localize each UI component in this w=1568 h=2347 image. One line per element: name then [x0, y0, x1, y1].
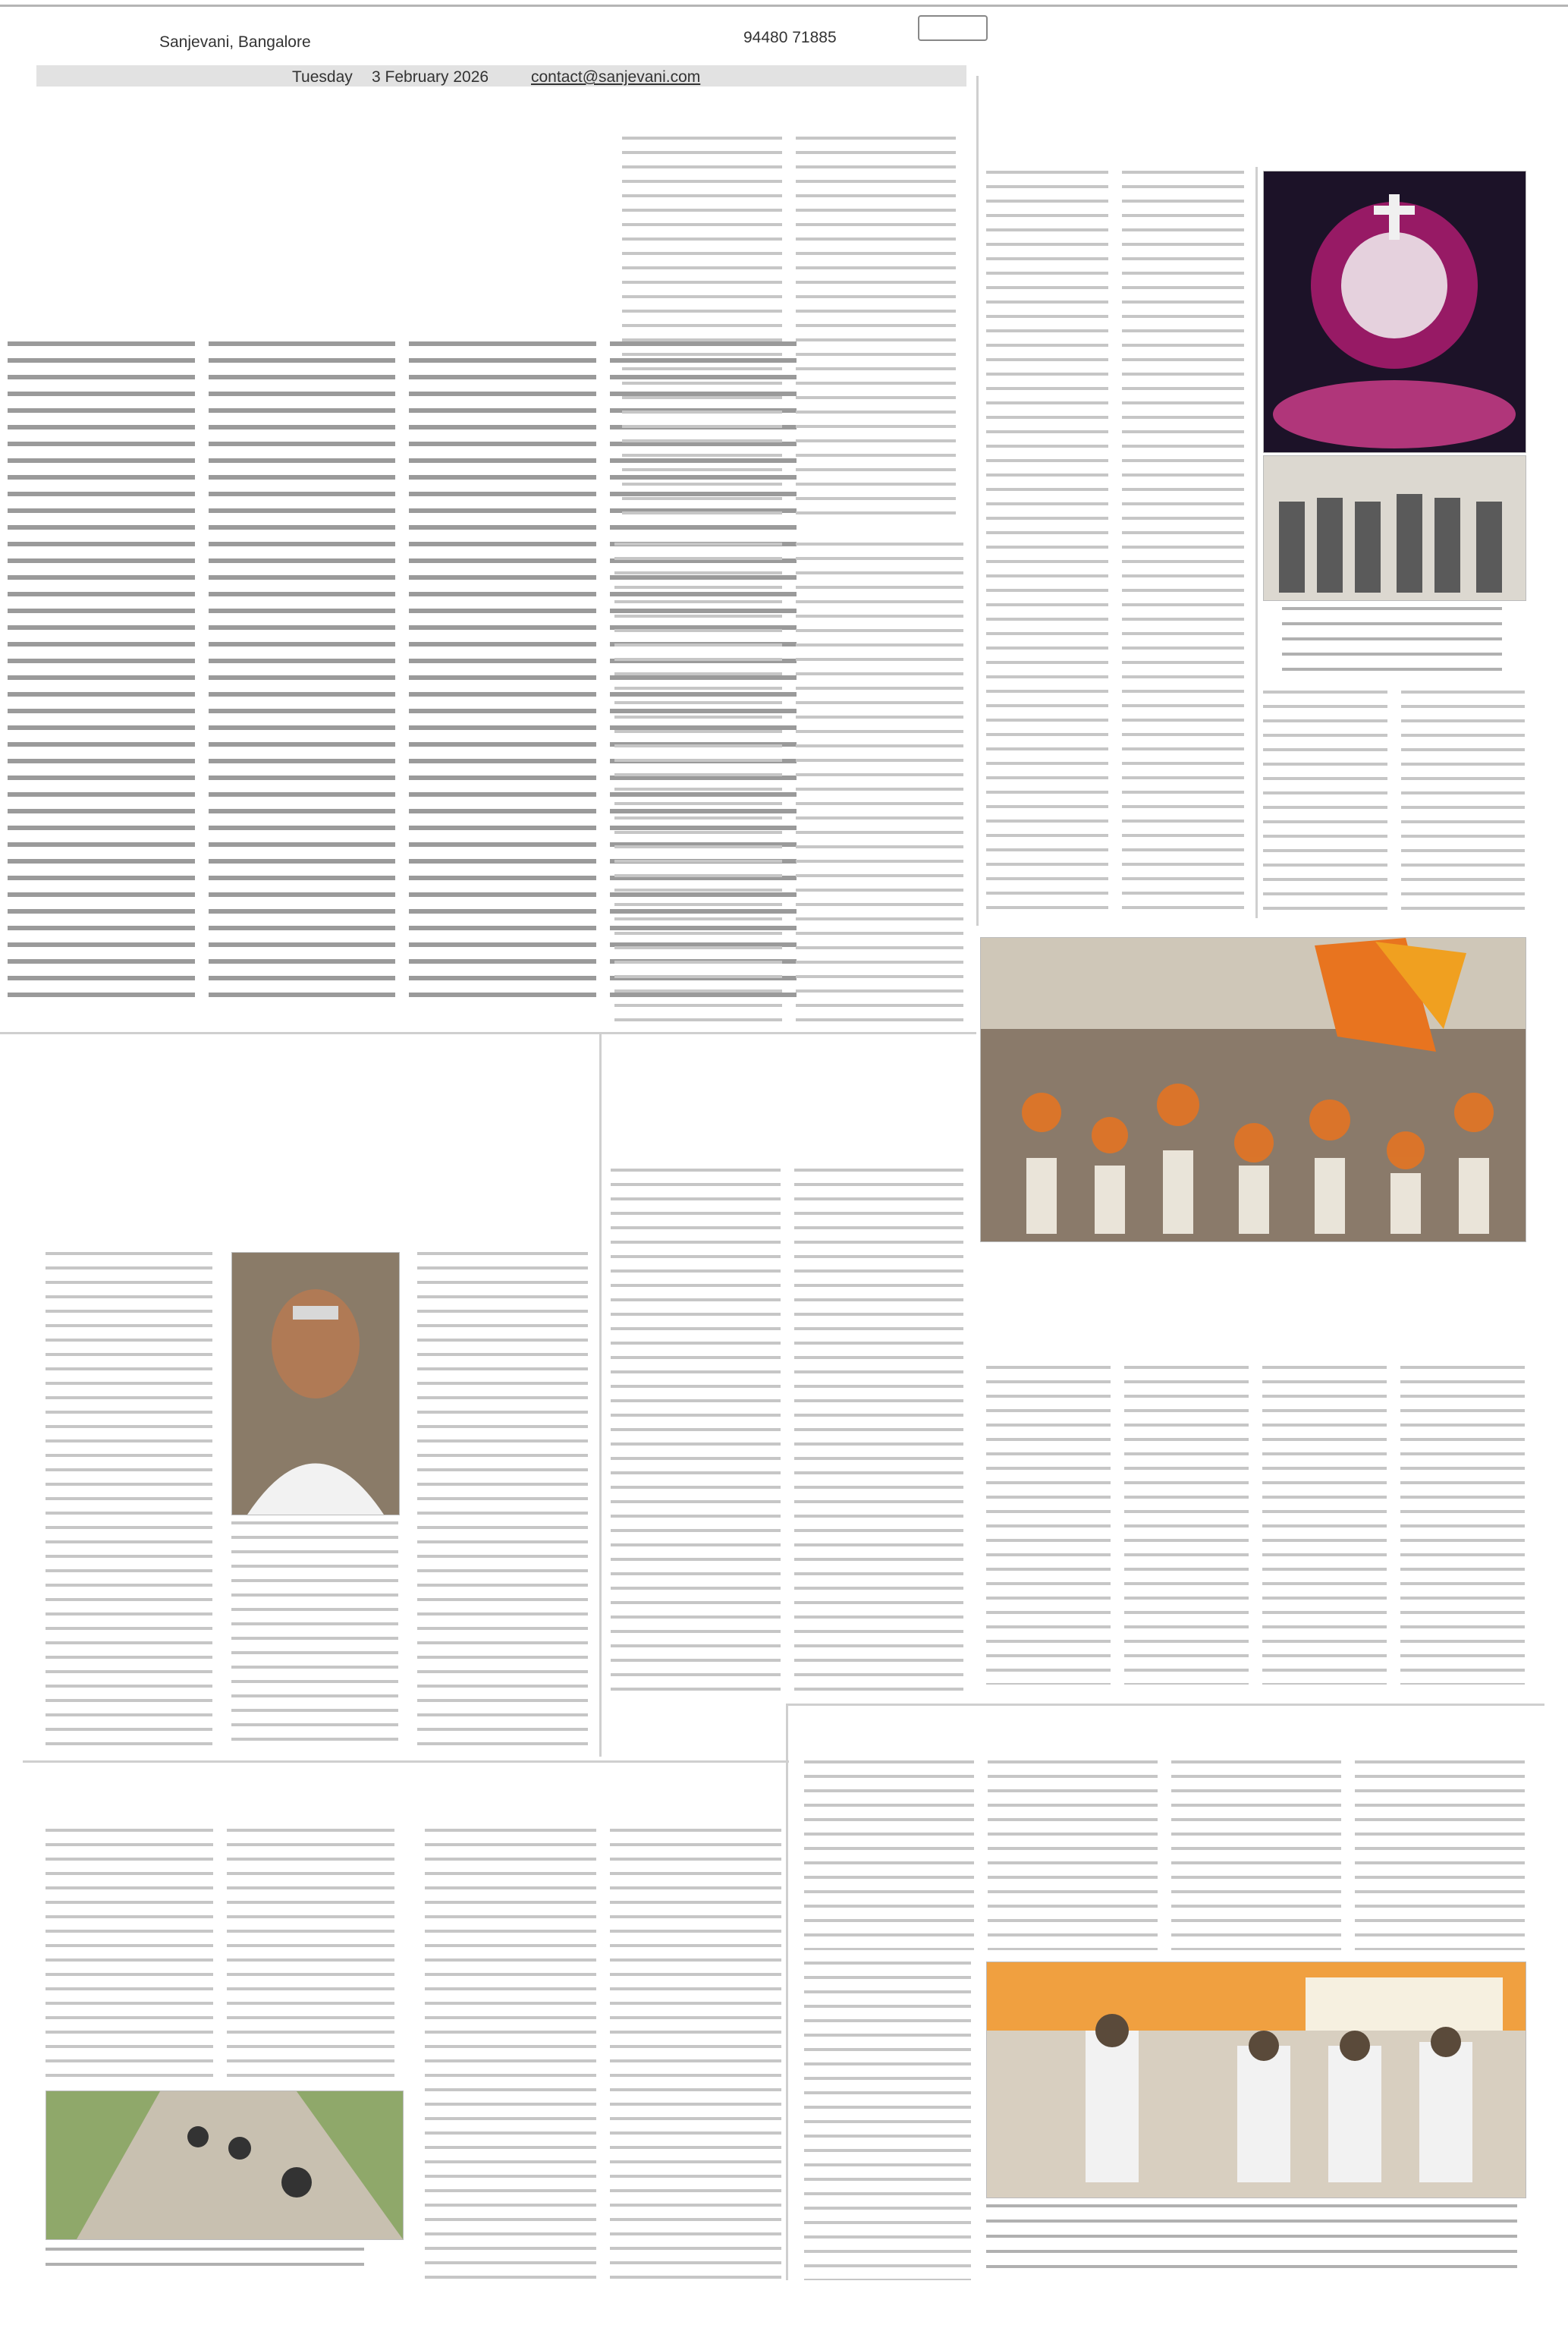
photo	[1263, 455, 1526, 601]
masthead-email[interactable]: contact@sanjevani.com	[531, 68, 701, 86]
middle-article-body	[614, 543, 963, 1028]
section-rule	[23, 1760, 789, 1763]
interview-article-body-left	[46, 1252, 212, 1753]
section-rule	[786, 1704, 1544, 1706]
masthead-date: 3 February 2026	[372, 68, 489, 86]
meeting-image	[987, 1962, 1526, 2198]
date-band	[36, 65, 966, 87]
photo-caption	[986, 2204, 1517, 2273]
church-festival-image	[1264, 171, 1526, 452]
bottom-right-article-body	[804, 1760, 1525, 1950]
section-rule	[0, 1032, 976, 1034]
photo	[46, 2091, 404, 2240]
photo-caption	[1282, 607, 1502, 675]
masthead-city: Sanjevani, Bangalore	[159, 33, 311, 51]
photo	[986, 1962, 1526, 2198]
bottom-left-article-body	[46, 1829, 394, 2079]
top-middle-article-body	[622, 137, 956, 516]
procession-article-body	[986, 1366, 1525, 1685]
interview-article-body-right	[417, 1252, 588, 1753]
photo	[980, 937, 1526, 1242]
column-rule	[976, 76, 979, 926]
church-group-image	[1264, 456, 1526, 600]
photo	[231, 1252, 400, 1515]
masthead-phone: 94480 71885	[743, 29, 837, 46]
church-article-body-continued	[1263, 691, 1525, 911]
portrait-image	[232, 1253, 399, 1515]
masthead-brand-logo	[918, 15, 988, 41]
column-rule	[1255, 167, 1258, 918]
masthead-top-rule	[0, 5, 1568, 7]
center-article-body	[611, 1169, 963, 1692]
photo-caption	[46, 2248, 364, 2278]
church-article-body	[986, 171, 1244, 914]
photo	[1263, 171, 1526, 453]
hindu-procession-image	[981, 938, 1526, 1241]
bottom-left-article-body-continued	[425, 1829, 781, 2284]
column-rule	[786, 1704, 788, 2280]
bottom-right-article-body-left	[804, 1962, 971, 2280]
masthead-weekday: Tuesday	[292, 68, 353, 86]
interview-article-body-middle	[231, 1521, 398, 1749]
column-rule	[599, 1032, 602, 1757]
road-bikes-image	[46, 2091, 403, 2239]
